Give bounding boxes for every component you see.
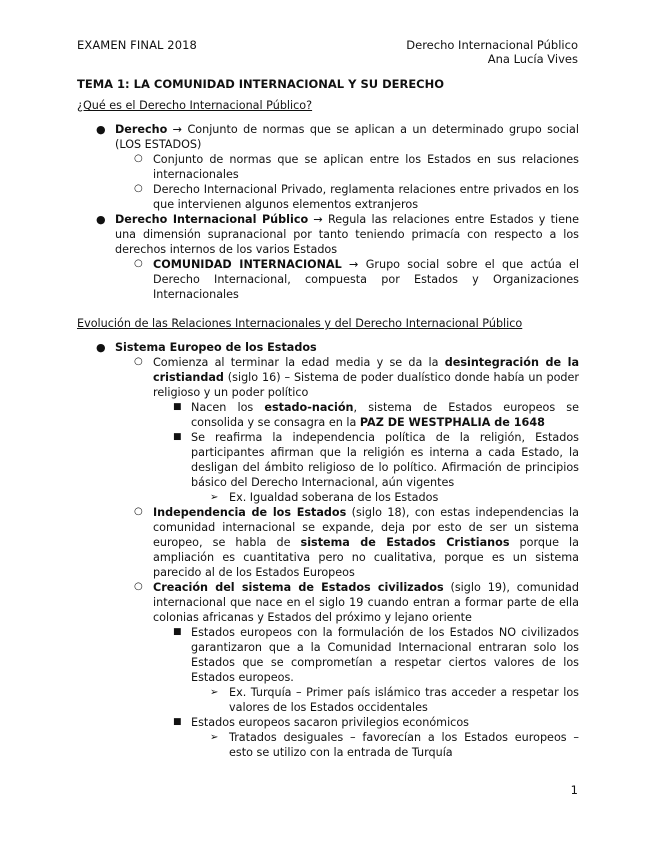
arrow-bullet-icon: ➢	[210, 492, 219, 503]
definitions-list	[77, 122, 579, 302]
item3-sublist	[153, 625, 579, 760]
derecho-sublist	[115, 152, 579, 212]
bold-span: Creación del sistema de Estados civilizados	[153, 581, 444, 594]
square-bullet-icon: ■	[173, 717, 182, 727]
text-span: porque la ampliación es cuantitativa pero no cualitativa, porque es un sistema parecido al de los Estados Europeos	[153, 536, 580, 579]
bold-span: estado-nación	[264, 401, 354, 414]
text-span: (siglo 18), con estas independencias la comunidad internacional se expande, deja por esto de ser un sistema europeo, se habla de	[153, 506, 579, 549]
evolution-heading: Evolución de las Relaciones Internacionales y del Derecho Internacional Público	[77, 317, 523, 330]
header-course: Derecho Internacional Público	[406, 38, 578, 52]
sistema-sublist	[115, 355, 579, 760]
header-author: Ana Lucía Vives	[487, 52, 578, 66]
list-item-text: Ex. Igualdad soberana de los Estados	[229, 491, 439, 504]
list-item	[153, 430, 579, 505]
term-derecho: Derecho	[115, 123, 168, 136]
bullet-icon: ●	[96, 213, 106, 226]
list-item	[153, 715, 579, 760]
list-item	[115, 505, 579, 580]
text-span: (siglo 16) – Sistema de poder dualístico donde había un poder religioso y un poder político	[153, 371, 579, 399]
text-span: Comienza al terminar la edad media y se da la	[153, 356, 445, 369]
list-item-text: → Grupo social sobre el que actúa el Derecho Internacional, compuesta por Estados y Organizaciones Internacionales	[153, 258, 579, 301]
list-item-derecho	[77, 122, 579, 212]
topic-title: TEMA 1: LA COMUNIDAD INTERNACIONAL Y SU DERECHO	[77, 77, 445, 91]
dip-sublist	[115, 257, 579, 302]
text-span: (siglo 19), comunidad internacional que nace en el siglo 19 cuando entran a formar parte de ella colonias africanas y Estados del próximo y lejano oriente	[153, 581, 579, 624]
term-dip: Derecho Internacional Público	[115, 213, 309, 226]
circle-bullet-icon: ○	[134, 581, 143, 592]
evolution-list	[77, 340, 579, 760]
list-item	[115, 580, 579, 760]
bold-span: desintegración de la cristiandad	[153, 356, 580, 384]
bold-span: sistema de Estados Cristianos	[300, 536, 510, 549]
bold-span: Independencia de los Estados	[153, 506, 347, 519]
list-item	[115, 257, 579, 302]
bullet-icon: ●	[96, 341, 106, 354]
text-span: Nacen los	[191, 401, 265, 414]
square-bullet-icon: ■	[173, 432, 182, 442]
header-exam-title: EXAMEN FINAL 2018	[77, 38, 197, 52]
header-course-author	[406, 38, 578, 66]
circle-bullet-icon: ○	[134, 356, 143, 367]
arrow-bullet-icon: ➢	[210, 732, 219, 743]
square-bullet-icon: ■	[173, 627, 182, 637]
item1-arrow-list	[191, 490, 579, 505]
page-number: 1	[570, 783, 578, 797]
text-span: , sistema de Estados europeos se consolida y se consagra en la	[191, 401, 579, 429]
list-item-text: Conjunto de normas que se aplican entre los Estados en sus relaciones internacionales	[153, 153, 579, 181]
list-item	[191, 730, 579, 760]
sistema-title: Sistema Europeo de los Estados	[115, 341, 317, 354]
item3-arrow-list-2	[191, 730, 579, 760]
list-item-text: Ex. Turquía – Primer país islámico tras acceder a respetar los valores de los Estados occidentales	[229, 686, 579, 714]
list-item	[115, 355, 579, 505]
list-item	[115, 182, 579, 212]
circle-bullet-icon: ○	[134, 506, 143, 517]
definition-dip: → Regula las relaciones entre Estados y tiene una dimensión supranacional por tanto teniendo primacía con respecto a los derechos internos de los varios Estados	[115, 213, 579, 256]
list-item	[153, 625, 579, 715]
list-item	[153, 400, 579, 430]
item1-sublist	[153, 400, 579, 505]
document-body	[77, 77, 579, 760]
list-item-dip	[77, 212, 579, 302]
list-item-text: Se reafirma la independencia política de la religión, Estados participantes afirman que la religión es interna a cada Estado, la desligan del ámbito religioso de lo político. Afirmación de principios básico del Derecho Internacional, aún vigentes	[191, 431, 579, 489]
list-item-text: Estados europeos con la formulación de los Estados NO civilizados garantizaron que a la Comunidad Internacional entraran solo los Estados que se comprometían a respetar ciertos valores de los Estados europeos.	[191, 626, 579, 684]
list-item-text: Estados europeos sacaron privilegios económicos	[191, 716, 470, 729]
circle-bullet-icon: ○	[134, 183, 143, 194]
item3-arrow-list-1	[191, 685, 579, 715]
term-comunidad: COMUNIDAD INTERNACIONAL	[153, 258, 342, 271]
question-heading: ¿Qué es el Derecho Internacional Público?	[77, 99, 313, 112]
circle-bullet-icon: ○	[134, 258, 143, 269]
list-item	[191, 685, 579, 715]
square-bullet-icon: ■	[173, 402, 182, 412]
definition-derecho: → Conjunto de normas que se aplican a un determinado grupo social (LOS ESTADOS)	[115, 123, 579, 151]
list-item	[191, 490, 579, 505]
circle-bullet-icon: ○	[134, 153, 143, 164]
list-item-text: Derecho Internacional Privado, reglamenta relaciones entre privados en los que intervienen algunos elementos extranjeros	[153, 183, 579, 211]
list-item-text: Tratados desiguales – favorecían a los Estados europeos – esto se utilizo con la entrada de Turquía	[229, 731, 579, 759]
list-item	[115, 152, 579, 182]
bold-span: PAZ DE WESTPHALIA de 1648	[359, 416, 545, 429]
arrow-bullet-icon: ➢	[210, 687, 219, 698]
list-item-sistema	[77, 340, 579, 760]
bullet-icon: ●	[96, 123, 106, 136]
